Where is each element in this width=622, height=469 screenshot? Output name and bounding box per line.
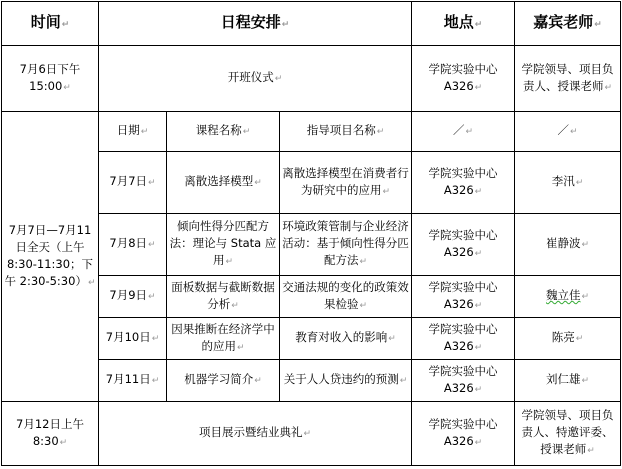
session-date: 7月10日↵: [99, 318, 167, 360]
sessions-time: 7月7日—7月11日全天（上午 8:30-11:30；下午 2:30-5:30）↵: [2, 112, 99, 402]
session-course: 因果推断在经济学中的应用↵: [167, 318, 280, 360]
session-date: 7月8日↵: [99, 214, 167, 276]
session-location: 学院实验中心 A326↵: [412, 276, 515, 318]
opening-event: 开班仪式↵: [99, 46, 412, 112]
session-guest: 李汛↵: [515, 152, 621, 214]
session-guest: 陈亮↵: [515, 318, 621, 360]
subheader-location: ／↵: [412, 112, 515, 152]
session-location: 学院实验中心 A326↵: [412, 152, 515, 214]
session-location: 学院实验中心 A326↵: [412, 318, 515, 360]
sessions-subheader-row: [2, 112, 621, 152]
session-location: 学院实验中心 A326↵: [412, 360, 515, 402]
header-time: 时间↵: [2, 2, 99, 46]
session-project: 关于人人贷违约的预测↵: [280, 360, 412, 402]
header-schedule: 日程安排↵: [99, 2, 412, 46]
session-course: 面板数据与截断数据分析↵: [167, 276, 280, 318]
session-course: 倾向性得分匹配方法：理论与 Stata 应用↵: [167, 214, 280, 276]
session-course: 机器学习简介↵: [167, 360, 280, 402]
closing-event: 项目展示暨结业典礼↵: [99, 402, 412, 466]
session-course: 离散选择模型↵: [167, 152, 280, 214]
closing-row: [2, 402, 621, 466]
session-date: 7月9日↵: [99, 276, 167, 318]
subheader-course: 课程名称↵: [167, 112, 280, 152]
subheader-project: 指导项目名称↵: [280, 112, 412, 152]
session-guest: 崔静波↵: [515, 214, 621, 276]
session-location: 学院实验中心 A326↵: [412, 214, 515, 276]
header-row: [2, 2, 621, 46]
session-project: 环境政策管制与企业经济活动：基于倾向性得分匹配方法↵: [280, 214, 412, 276]
header-guest: 嘉宾老师↵: [515, 2, 621, 46]
opening-row: [2, 46, 621, 112]
session-project: 交通法规的变化的政策效果检验↵: [280, 276, 412, 318]
subheader-date: 日期↵: [99, 112, 167, 152]
closing-guest: 学院领导、项目负责人、特邀评委、授课老师↵: [515, 402, 621, 466]
header-location: 地点↵: [412, 2, 515, 46]
session-date: 7月7日↵: [99, 152, 167, 214]
session-project: 教育对收入的影响↵: [280, 318, 412, 360]
opening-location: 学院实验中心 A326↵: [412, 46, 515, 112]
subheader-guest: ／↵: [515, 112, 621, 152]
session-guest: 魏立佳↵: [515, 276, 621, 318]
session-guest: 刘仁雄↵: [515, 360, 621, 402]
session-date: 7月11日↵: [99, 360, 167, 402]
session-project: 离散选择模型在消费者行为研究中的应用↵: [280, 152, 412, 214]
opening-time: 7月6日下午 15:00↵: [2, 46, 99, 112]
closing-location: 学院实验中心 A326↵: [412, 402, 515, 466]
opening-guest: 学院领导、项目负责人、授课老师↵: [515, 46, 621, 112]
schedule-table: [1, 1, 621, 466]
closing-time: 7月12日上午 8:30↵: [2, 402, 99, 466]
